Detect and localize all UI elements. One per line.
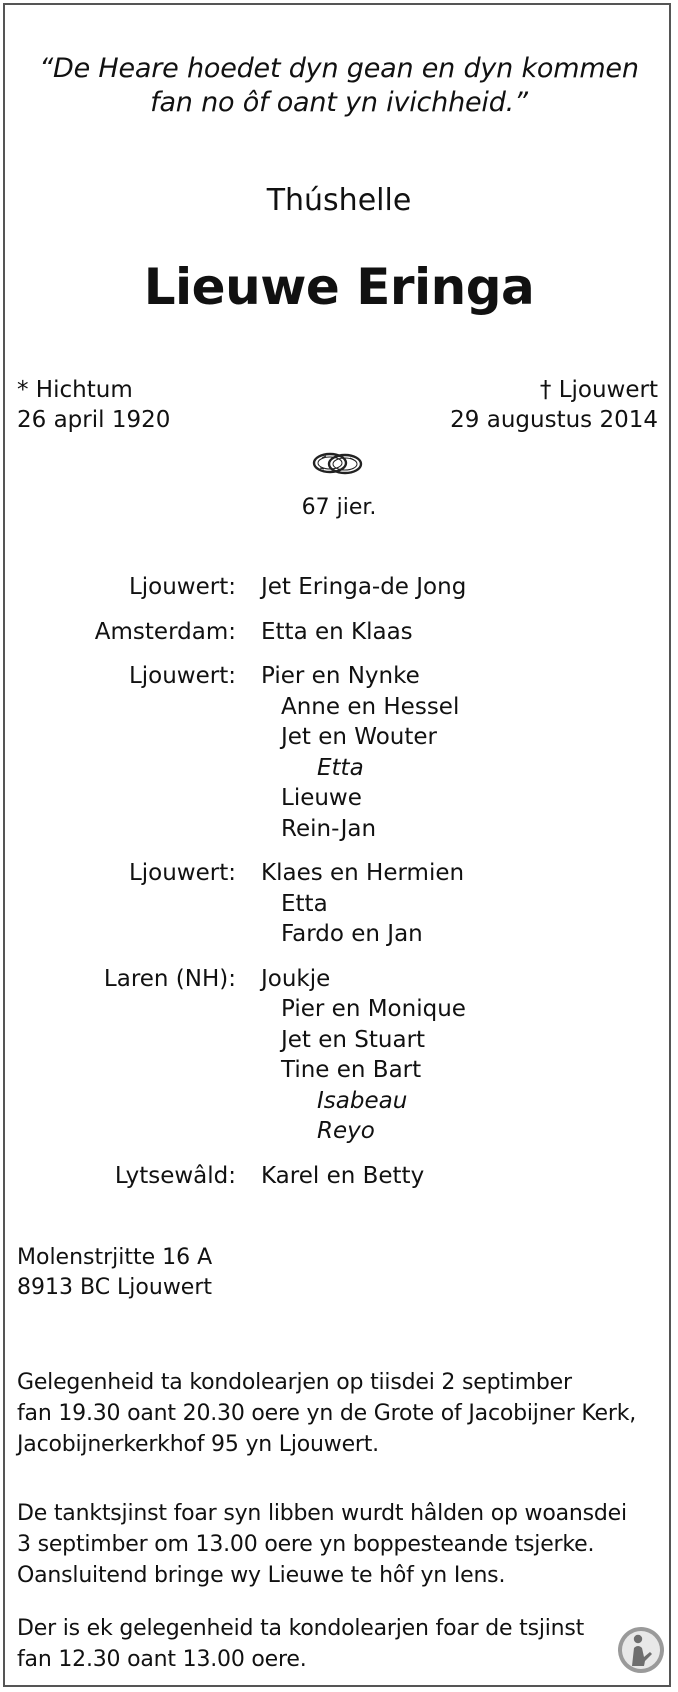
family-group (0, 858, 678, 950)
family-member: Klaes en Hermien (261, 860, 465, 886)
quote-line-2: fan no ôf oant yn ivichheid.” (150, 87, 528, 118)
family-place: Ljouwert: (128, 663, 236, 689)
family-names (236, 617, 413, 648)
death-info (450, 375, 658, 435)
address (17, 1243, 212, 1303)
family-member: Etta (317, 754, 364, 781)
family-member: Reyo (317, 1118, 375, 1144)
family-member: Fardo en Jan (281, 921, 423, 947)
family-member: Rein-Jan (281, 815, 377, 842)
deceased-name: Lieuwe Eringa (143, 258, 535, 316)
family-group (0, 617, 678, 648)
memorial-figure-logo-icon (617, 1626, 665, 1674)
family-group (0, 1161, 678, 1192)
birth-place: * Hichtum (17, 377, 133, 403)
family-names (236, 572, 466, 603)
family-list (0, 572, 678, 1205)
family-group (0, 661, 678, 844)
family-member: Karel en Betty (261, 1162, 425, 1189)
death-place: † Ljouwert (539, 377, 658, 403)
family-member: Jet en Stuart (281, 1026, 426, 1053)
family-member: Pier en Nynke (261, 663, 420, 689)
family-group (0, 964, 678, 1147)
paragraph-line: Jacobijnerkerkhof 95 yn Ljouwert. (17, 1432, 379, 1457)
bible-quote (0, 52, 678, 120)
family-member: Isabeau (317, 1087, 408, 1114)
death-date: 29 augustus 2014 (450, 407, 658, 433)
family-member: Jet en Wouter (281, 724, 437, 750)
birth-date: 26 april 1920 (17, 407, 171, 433)
family-place: Amsterdam: (94, 618, 236, 645)
paragraph-line: Oansluitend bringe wy Lieuwe te hôf yn Iens. (17, 1563, 506, 1588)
family-member: Lieuwe (281, 785, 362, 811)
paragraph-line: Gelegenheid ta kondolearjen op tiisdei 2 septimber (17, 1370, 572, 1395)
family-group (0, 572, 678, 603)
paragraph-line: fan 12.30 oant 13.00 oere. (17, 1647, 307, 1672)
family-names (236, 964, 466, 1147)
family-member: Pier en Monique (281, 996, 466, 1022)
condolence-paragraph (17, 1367, 667, 1460)
paragraph-line: fan 19.30 oant 20.30 oere yn de Grote of Jacobijner Kerk, (17, 1401, 637, 1426)
address-street: Molenstrjitte 16 A (17, 1245, 213, 1270)
family-place: Ljouwert: (128, 574, 236, 600)
family-member: Jet Eringa-de Jong (261, 574, 467, 600)
extra-condolence-paragraph (17, 1613, 667, 1675)
birth-info (17, 375, 170, 435)
family-names (236, 661, 459, 844)
family-member: Anne en Hessel (281, 693, 460, 720)
family-names (236, 858, 464, 950)
family-member: Etta (281, 890, 328, 917)
subtitle: Thúshelle (266, 183, 412, 218)
family-place: Lytsewâld: (114, 1162, 236, 1189)
wedding-rings-icon (310, 447, 366, 479)
service-paragraph (17, 1498, 667, 1591)
address-city: 8913 BC Ljouwert (17, 1275, 213, 1300)
family-place: Laren (NH): (103, 965, 236, 992)
family-names (236, 1161, 424, 1192)
paragraph-line: 3 septimber om 13.00 oere yn boppesteande tsjerke. (17, 1532, 595, 1557)
paragraph-line: De tanktsjinst foar syn libben wurdt hâlden op woansdei (17, 1501, 627, 1526)
family-place: Ljouwert: (128, 860, 236, 886)
family-member: Joukje (261, 965, 331, 992)
quote-line-1: “De Heare hoedet dyn gean en dyn kommen (39, 53, 639, 84)
family-member: Tine en Bart (281, 1057, 422, 1083)
married-years: 67 jier. (301, 495, 377, 520)
family-member: Etta en Klaas (261, 618, 413, 645)
paragraph-line: Der is ek gelegenheid ta kondolearjen foar de tsjinst (17, 1616, 585, 1641)
